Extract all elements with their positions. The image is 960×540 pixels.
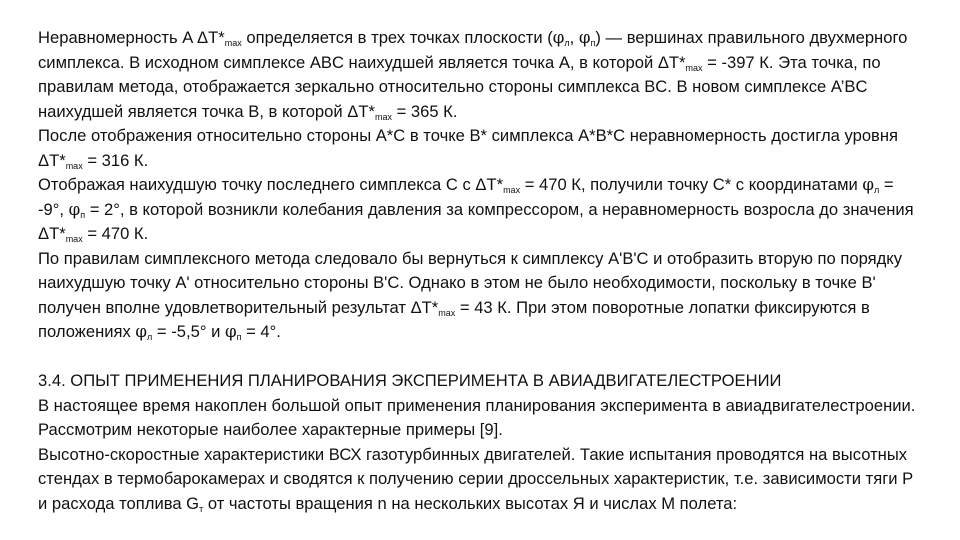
text-run: ) — вершинах правильного двухмерного симплекса. В исходном симплексе ABC наихудшей является точка A, в которой ΔT* <box>38 28 908 72</box>
text-run: = 470 К. <box>82 224 149 243</box>
document-page <box>38 26 924 516</box>
paragraph <box>38 173 924 247</box>
phi-symbol: φ <box>578 28 591 47</box>
text-run: По правилам симплексного метода следовало бы вернуться к симплексу A'B'C и отобразить вторую по порядку наихудшую точку A' относительно стороны B'C. Однако в этом не было необходимости, поскольку в точке B' получен вполне удовлетворительный результат ΔT* <box>38 248 903 317</box>
document-tail <box>38 394 924 517</box>
text-run: = -5,5° и <box>152 322 225 341</box>
text-run: = -397 К. Эта точка, по правилам метода, отображается зеркально относительно стороны симплекса BC. В новом симплексе A’BC наихудшей является точка B, в которой ΔT* <box>38 52 881 121</box>
subscript: max <box>65 160 83 171</box>
text-run: = 43 К. При этом поворотные лопатки фиксируются в положениях <box>38 297 870 341</box>
paragraph <box>38 26 924 124</box>
paragraph <box>38 247 924 345</box>
section-heading: 3.4. ОПЫТ ПРИМЕНЕНИЯ ПЛАНИРОВАНИЯ ЭКСПЕРИМЕНТА В АВИАДВИГАТЕЛЕСТРОЕНИИ <box>38 371 782 390</box>
subscript: л <box>564 38 570 48</box>
subscript: max <box>224 38 242 48</box>
subscript: т <box>199 503 204 514</box>
text-run: = 470 К, получили точку C* с координатами <box>520 175 863 194</box>
paragraph <box>38 394 924 443</box>
phi-symbol: φ <box>68 199 81 219</box>
paragraph <box>38 124 924 173</box>
text-run: определяется в трех точках плоскости ( <box>241 28 553 47</box>
text-run: В настоящее время накоплен большой опыт применения планирования эксперимента в авиадвигателестроении. Рассмотрим некоторые наиболее характерные примеры [9]. <box>38 395 916 439</box>
subscript: max <box>438 307 456 318</box>
document-body <box>38 26 924 345</box>
phi-symbol: φ <box>862 175 874 194</box>
text-run: = 4°. <box>241 322 281 341</box>
subscript: п <box>80 209 86 220</box>
text-run: = 2°, в которой возникли колебания давления за компрессором, а неравномерность возросла до значения ΔT* <box>38 199 914 243</box>
subscript: max <box>65 234 83 244</box>
subscript: max <box>503 185 521 195</box>
blank-line <box>38 345 924 370</box>
text-run: = 316 К. <box>82 150 149 170</box>
text-run: Отображая наихудшую точку последнего симплекса C с ΔT* <box>38 175 504 194</box>
text-run: Высотно-скоростные характеристики ВСХ газотурбинных двигателей. Такие испытания проводятся на высотных стендах в термобарокамерах и сводятся к получению серии дроссельных характеристик, т.е. зависимости тяги P и расхода топлива G <box>38 444 913 513</box>
subscript: max <box>685 62 703 73</box>
text-run: = -9°, <box>38 175 894 219</box>
text-run: После отображения относительно стороны A*C в точке B* симплекса A*B*C неравномерность достигла уровня ΔT* <box>38 126 899 170</box>
phi-symbol: φ <box>552 28 565 47</box>
text-run: Неравномерность A ΔT* <box>38 28 225 47</box>
phi-symbol: φ <box>224 322 237 341</box>
paragraph <box>38 443 924 517</box>
text-run: от частоты вращения n на нескольких высотах Я и числах M полета: <box>203 493 738 513</box>
subscript: л <box>147 332 153 342</box>
text-run: , <box>569 28 579 47</box>
phi-symbol: φ <box>135 322 148 341</box>
text-run: = 365 К. <box>391 101 458 121</box>
subscript: п <box>590 38 596 48</box>
subscript: max <box>374 111 392 122</box>
subscript: л <box>874 185 880 195</box>
subscript: п <box>236 332 242 342</box>
